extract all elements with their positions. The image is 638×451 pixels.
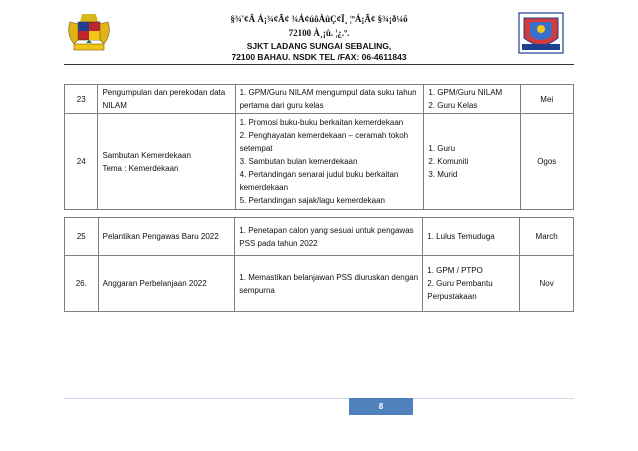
activity-line: 2. Penghayatan kemerdekaan – ceramah tokoh <box>239 131 409 140</box>
responsible-cell <box>424 85 520 114</box>
program-line: Anggaran Perbelanjaan 2022 <box>102 279 207 288</box>
activities-cell <box>235 256 423 312</box>
responsible-line: 1. GPM/Guru NILAM <box>428 88 503 97</box>
time-cell: Ogos <box>520 114 574 210</box>
program-line: Pelantikan Pengawas Baru 2022 <box>102 232 219 241</box>
responsible-line: 1. GPM / PTPO <box>427 266 483 275</box>
responsible-line: 1. Lulus Temuduga <box>427 232 495 241</box>
responsible-line: 2. Komuniti <box>428 157 469 166</box>
row-number: 26. <box>65 256 99 312</box>
activity-line: 1. Penetapan calon yang sesuai untuk pengawas <box>239 225 414 235</box>
program-cell <box>98 114 235 210</box>
school-crest-icon <box>516 10 566 56</box>
time-cell: Mei <box>520 85 574 114</box>
table-row <box>65 256 574 312</box>
program-line: Tema : Kemerdekaan <box>102 163 179 173</box>
program-cell <box>98 256 235 312</box>
row-number: 25 <box>65 218 99 256</box>
activity-line: 1. Promosi buku-buku berkaitan kemerdekaan <box>239 118 404 127</box>
responsible-cell <box>423 218 520 256</box>
table-row <box>65 85 574 114</box>
program-cell <box>98 218 235 256</box>
school-address-contact: 72100 BAHAU. NSDK TEL /FAX: 06-4611843 <box>231 52 407 62</box>
program-cell <box>98 85 235 114</box>
program-line: NILAM <box>102 101 127 110</box>
postcode-tamil: 72100 À¸¡û. ¦¿.º. <box>288 28 350 38</box>
header-divider <box>64 64 574 65</box>
activities-cell <box>235 218 423 256</box>
activity-line: 1. GPM/Guru NILAM mengumpul data suku tahun <box>239 88 417 97</box>
activity-line: 3. Sambutan bulan kemerdekaan <box>239 157 358 166</box>
page-number: 8 <box>349 398 413 415</box>
time-cell: Nov <box>520 256 574 312</box>
program-line: Pengumpulan dan perekodan data <box>102 88 226 97</box>
program-table-1 <box>64 84 574 210</box>
activities-cell <box>235 114 424 210</box>
program-table-2 <box>64 217 574 312</box>
responsible-line: Perpustakaan <box>427 292 477 301</box>
activity-line: 4. Pertandingan senarai judul buku berkaitan <box>239 170 399 179</box>
responsible-cell <box>424 114 520 210</box>
time-cell: March <box>520 218 574 256</box>
responsible-cell <box>423 256 520 312</box>
activities-cell <box>235 85 424 114</box>
activity-line: kemerdekaan <box>239 183 289 192</box>
activity-line: PSS pada tahun 2022 <box>239 238 318 248</box>
footer-divider <box>64 398 574 399</box>
activity-line: setempat <box>239 144 273 153</box>
responsible-line: 3. Murid <box>428 170 458 179</box>
responsible-line: 1. Guru <box>428 144 456 153</box>
activity-line: sempurna <box>239 285 275 295</box>
school-name-tamil: §¾'¢Â Á¡¾¢Ã¢ ¾Á¢úôÀûÇ¢Ï¸ ¦ºÁ¡Ã¢ §¾¡ð¼õ <box>230 14 408 24</box>
letterhead <box>0 0 638 62</box>
responsible-line: 2. Guru Kelas <box>428 101 478 110</box>
row-number: 23 <box>65 85 98 114</box>
table-row <box>65 114 574 210</box>
responsible-line: 2. Guru Pembantu <box>427 279 493 288</box>
program-line: Sambutan Kemerdekaan <box>102 150 191 160</box>
activity-line: 5. Pertandingan sajak/lagu kemerdekaan <box>239 196 386 205</box>
table-row <box>65 218 574 256</box>
row-number: 24 <box>65 114 98 210</box>
activity-line: 1. Memastikan belanjawan PSS diuruskan dengan <box>239 272 419 282</box>
activity-line: pertama dari guru kelas <box>239 101 324 110</box>
school-name: SJKT LADANG SUNGAI SEBALING, <box>246 41 392 51</box>
